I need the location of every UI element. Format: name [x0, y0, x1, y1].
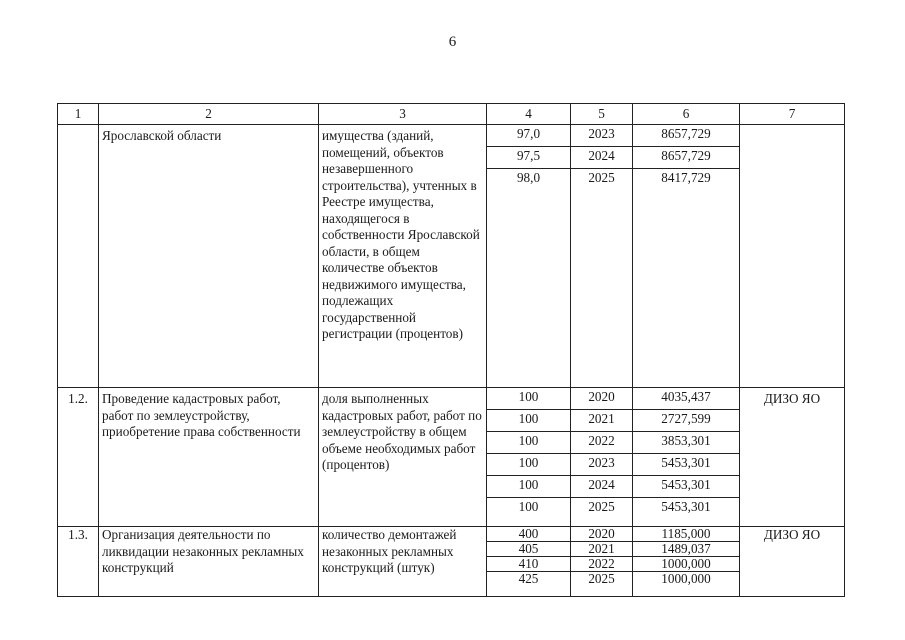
years — [571, 125, 633, 388]
indicator-name: количество демонтажей незаконных рекламных конструкций (штук) — [319, 527, 487, 597]
header-cell: 1 — [58, 104, 99, 125]
funding-value: 5453,301 — [633, 454, 739, 476]
header-cell: 6 — [633, 104, 740, 125]
row-number: 1.3. — [58, 527, 99, 597]
year: 2025 — [588, 499, 615, 514]
funding-values — [633, 388, 740, 527]
indicator-name: доля выполненных кадастровых работ, работ по землеустройству в общем объеме необходимых работ (процентов) — [319, 388, 487, 527]
funding-value: 5453,301 — [661, 499, 711, 514]
funding-value: 1185,000 — [633, 527, 739, 542]
indicator-value: 97,0 — [487, 125, 570, 147]
indicator-value: 400 — [487, 527, 570, 542]
year: 2023 — [571, 454, 632, 476]
funding-value: 5453,301 — [633, 476, 739, 498]
indicator-value: 405 — [487, 542, 570, 557]
activity-name: Организация деятельности по ликвидации незаконных рекламных конструкций — [99, 527, 319, 597]
activity-name: Ярославской области — [99, 125, 319, 388]
funding-value: 8657,729 — [633, 125, 739, 147]
year: 2020 — [571, 527, 632, 542]
year: 2024 — [571, 147, 632, 169]
program-table — [57, 103, 845, 597]
indicator-values — [487, 527, 571, 597]
funding-value: 4035,437 — [633, 388, 739, 410]
funding-value: 8417,729 — [661, 170, 711, 185]
header-cell: 2 — [99, 104, 319, 125]
header-row — [58, 104, 845, 125]
activity-name: Проведение кадастровых работ, работ по землеустройству, приобретение права собственности — [99, 388, 319, 527]
indicator-values — [487, 125, 571, 388]
indicator-value: 100 — [487, 454, 570, 476]
indicator-values — [487, 388, 571, 527]
funding-values — [633, 527, 740, 597]
funding-value: 3853,301 — [633, 432, 739, 454]
header-cell: 5 — [571, 104, 633, 125]
years — [571, 527, 633, 597]
table-row — [58, 527, 845, 597]
indicator-value: 100 — [518, 499, 539, 514]
year: 2022 — [571, 557, 632, 572]
row-number: 1.2. — [58, 388, 99, 527]
year: 2022 — [571, 432, 632, 454]
header-cell: 3 — [319, 104, 487, 125]
row-number — [58, 125, 99, 388]
indicator-value: 100 — [487, 410, 570, 432]
funding-value: 1000,000 — [633, 557, 739, 572]
table-row — [58, 125, 845, 388]
responsible: ДИЗО ЯО — [740, 388, 845, 527]
year: 2023 — [571, 125, 632, 147]
year: 2024 — [571, 476, 632, 498]
indicator-value: 98,0 — [516, 170, 541, 185]
year: 2025 — [588, 170, 615, 185]
funding-values — [633, 125, 740, 388]
indicator-value: 410 — [487, 557, 570, 572]
funding-value: 2727,599 — [633, 410, 739, 432]
header-cell: 7 — [740, 104, 845, 125]
years — [571, 388, 633, 527]
header-cell: 4 — [487, 104, 571, 125]
indicator-value: 97,5 — [487, 147, 570, 169]
year: 2025 — [588, 571, 615, 586]
table-row — [58, 388, 845, 527]
funding-value: 1489,037 — [633, 542, 739, 557]
responsible — [740, 125, 845, 388]
indicator-value: 100 — [487, 388, 570, 410]
funding-value: 8657,729 — [633, 147, 739, 169]
indicator-value: 425 — [518, 571, 539, 586]
page-number: 6 — [448, 34, 457, 50]
year: 2021 — [571, 542, 632, 557]
year: 2021 — [571, 410, 632, 432]
year: 2020 — [571, 388, 632, 410]
indicator-value: 100 — [487, 432, 570, 454]
indicator-name: имущества (зданий, помещений, объектов незавершенного строительства), учтенных в Реестре имущества, находящегося в собственности Ярославской области, в общем количестве объектов недвижимого имущества, подлежащих государственной регистрации (процентов) — [319, 125, 487, 388]
funding-value: 1000,000 — [661, 571, 711, 586]
indicator-value: 100 — [487, 476, 570, 498]
responsible: ДИЗО ЯО — [740, 527, 845, 597]
